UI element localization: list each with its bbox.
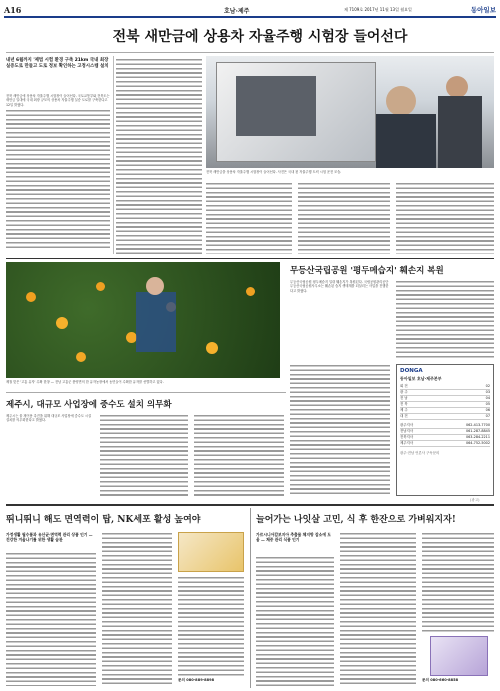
- ad-row-value: 06: [485, 408, 490, 412]
- top-body-col4: [298, 182, 390, 254]
- mid-photo-caption: 제철 맞은 '고흥 유자' 수확 한창 — 전남 고흥군 풍양면의 한 유자농장에서 농민들이 수확한 유자를 선별하고 있다.: [6, 380, 164, 384]
- jeju-body-col3: [194, 414, 284, 496]
- issue-info: 제 7109호 2017년 11월 13일 월요일: [344, 7, 412, 12]
- bottom-left-col2: [102, 532, 172, 686]
- ad-row-value: 03: [485, 390, 490, 394]
- donga-logo: DONGA: [400, 368, 423, 374]
- ad-row-key: 광 주: [400, 390, 408, 394]
- ad-box-title: 동아일보 호남·제주본부: [400, 376, 442, 381]
- section-title: 호남·제주: [224, 8, 250, 15]
- autonomous-truck-photo: [206, 56, 494, 168]
- top-headline: 전북 새만금에 상용차 자율주행 시험장 들어선다: [112, 29, 408, 45]
- ad-row-key: 대 전: [400, 414, 408, 418]
- bottom-left-headline: 뛰니뛰니 해도 면역력이 탑, NK세포 활성 높여야: [6, 515, 201, 525]
- page-tag: (광고): [470, 498, 480, 502]
- ad-row-value: 05: [485, 402, 490, 406]
- bottom-right-phone: 문의 080-660-8858: [422, 678, 459, 682]
- top-body-col3: [206, 182, 292, 254]
- page-header: [4, 4, 496, 16]
- ad-row-value: 02: [485, 384, 490, 388]
- jeju-body-lead: 제주시는 물 재이용 촉진을 위해 대규모 사업장에 중수도 시설 설치를 의무화한다고 밝혔다.: [6, 414, 92, 423]
- jeju-body: [6, 414, 94, 496]
- ad-contact-key: 제주지사: [400, 441, 414, 445]
- ad-rows: [400, 384, 490, 420]
- top-photo-caption: 전북 새만금을 상용차 자율주행 시험장이 들어선다. 사진은 국내 첫 자율주행 트럭 시험 운전 모습.: [206, 170, 342, 174]
- jeju-body-col2: [100, 414, 188, 496]
- product-image-right: [430, 636, 488, 676]
- bottom-right-col2: [340, 532, 416, 686]
- mid-body-lead: 무등산국립공원 평두메습지 일대 훼손지가 복원된다. 국립공원관리공단 무등산국립공원사무소는 훼손된 습지 생태계를 되살리는 사업을 진행한다고 밝혔다.: [290, 280, 389, 293]
- headline-rule: [6, 52, 494, 53]
- top-body-col2: [116, 58, 202, 254]
- bottom-left-col3: [178, 576, 244, 676]
- ad-contact-key: 광주지사: [400, 423, 414, 427]
- bottom-right-col3: [422, 532, 494, 632]
- ad-contacts: [400, 423, 490, 447]
- ad-contact-key: 전남지사: [400, 429, 414, 433]
- bottom-right-headline: 늘어가는 나잇살 고민, 식 후 한잔으로 가벼워지자!: [256, 515, 456, 525]
- ad-contact-value: 063-284-2211: [465, 435, 490, 439]
- small-ad-text: 광주·전남 언론사 구독문의: [400, 451, 440, 455]
- ad-contact-key: 전북지사: [400, 435, 414, 439]
- donga-ad-box: [396, 364, 494, 496]
- header-rule: [4, 16, 496, 18]
- ad-row-value: 04: [485, 396, 490, 400]
- ad-row-value: 07: [485, 414, 490, 418]
- ad-row-key: 제 주: [400, 408, 408, 412]
- top-body-col5: [396, 182, 494, 254]
- top-body-col1: [6, 94, 110, 254]
- product-image-left: [178, 532, 244, 572]
- ad-row-key: 회 전: [400, 384, 408, 388]
- bottom-right-sub: 가르시니아캄보지아 추출물 체지방 감소에 도움 — 체중 관리 식품 인기: [256, 532, 331, 542]
- jeju-headline: 제주시, 대규모 사업장에 중수도 설치 의무화: [6, 400, 172, 410]
- bottom-left-col1: [6, 552, 96, 686]
- mid-body: [290, 280, 390, 360]
- yuja-harvest-photo: [6, 262, 280, 378]
- mid-headline: 무등산국립공원 '평두메습지' 훼손지 복원: [290, 266, 444, 276]
- bottom-left-phone: 문의 080-889-8898: [178, 678, 215, 682]
- bottom-right-col1: [256, 556, 334, 686]
- top-body-lead: 전북 새만금에 상용차 자율주행 시험장이 들어선다. 국토교통부와 전북도는 새만금 일대에 국내 최장 규모의 상용차 자율주행 실증 도로를 구축한다고 12일 밝혔다.: [6, 94, 110, 107]
- mid-body-col2: [396, 280, 494, 360]
- ad-row-key: 전 남: [400, 396, 408, 400]
- ad-contact: [400, 441, 490, 447]
- ad-row-key: 전 북: [400, 402, 408, 406]
- mid-center-col: [290, 364, 390, 496]
- ad-contact-value: 062-413-7700: [465, 423, 490, 427]
- ad-contact-value: 061-287-8845: [465, 429, 490, 433]
- page-number: A16: [4, 5, 22, 15]
- brand-logo: 동아일보: [470, 6, 496, 14]
- ad-contact-value: 064-752-5002: [465, 441, 490, 445]
- top-subhead: 내년 6월까지 '제법 시험 환경 구축 21km 국내 최장 실증도로 만들고 도로 정보 확인하는 고정시스템 설치: [6, 58, 109, 69]
- bottom-left-sub: 가정생활 필수품과 유산균·면역력 관리 상품 인기 — 건강한 겨울나기를 위한 생활 습관: [6, 532, 93, 542]
- ad-row: [400, 414, 490, 420]
